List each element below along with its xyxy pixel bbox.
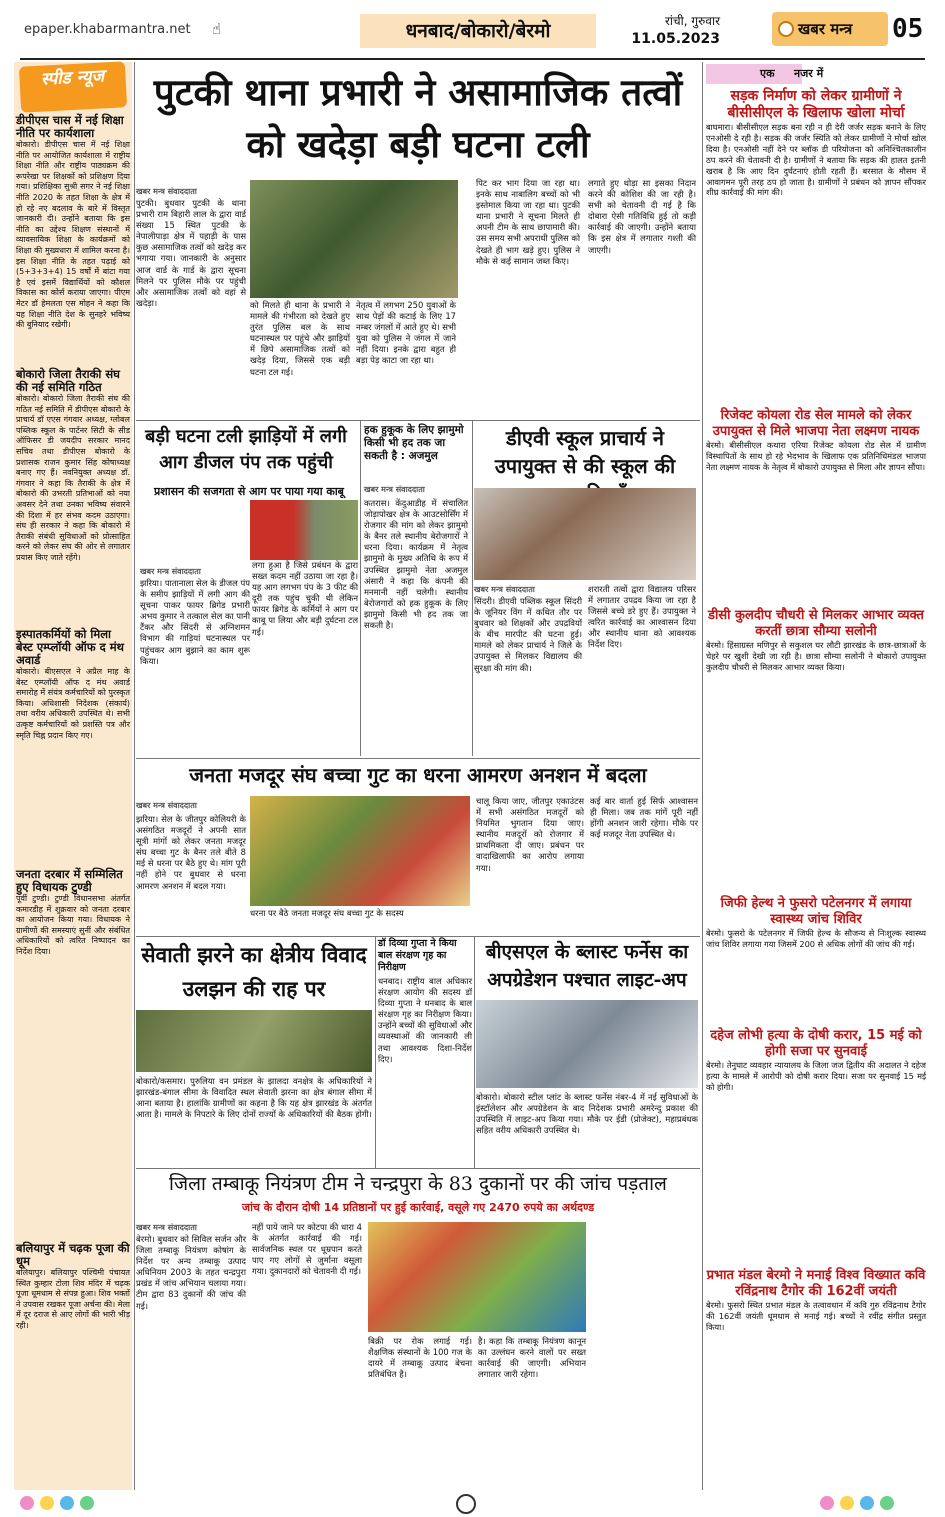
right-item-title: प्रभात मंडल बेरमो ने मनाई विश्व विख्यात कवि रविंद्रनाथ टैगोर की 162वीं जयंती xyxy=(706,1268,926,1299)
hand-cursor-icon: ☝ xyxy=(212,20,222,38)
doctor-body: धनबाद। राष्ट्रीय बाल अधिकार संरक्षण आयोग की सदस्य डॉ दिव्या गुप्ता ने धनबाद के बाल संरक्षण गृह का निरीक्षण किया। उन्होंने बच्चों की सुविधाओं और व्यवस्थाओं की जानकारी ली तथा आवश्यक दिशा-निर्देश दिए। xyxy=(378,976,472,1064)
sidebar-item-title: बलियापुर में चढ़क पूजा की धूम xyxy=(16,1241,130,1268)
right-item-title: डीसी कुलदीप चौधरी से मिलकर आभार व्यक्त करतीं छात्रा सौम्या सलोनी xyxy=(708,608,924,639)
lead-byline: खबर मन्त्र संवाददाता xyxy=(136,187,197,196)
lead-col-2: को मिलते ही थाना के प्रभारी ने मामले की गंभीरता को देखते हुए तुरंत पुलिस बल के साथ घटनास्थल पर पहुंचे और झाड़ियों में छिपे असामाजिक तत्वों को खदेड़ दिया, जिससे एक बड़ी घटना टल गई। xyxy=(250,300,350,377)
lead-col-3: नेतृत्व में लगभग 250 युवाओं के साथ पेड़ों की कटाई के लिए 17 नम्बर जंगलों में आते हुए थे। सभी युवा को पुलिस ने जंगल में जाने नहीं दिया। इनके द्वारा बहुत ही बड़ा पेड़ काटा जा रहा था। xyxy=(356,300,456,366)
left-sidebar-items xyxy=(16,114,130,1484)
right-item xyxy=(706,1268,926,1476)
sidebar-item xyxy=(16,868,130,1238)
epaper-url[interactable]: epaper.khabarmantra.net xyxy=(24,22,191,37)
sidebar-item xyxy=(16,114,130,364)
fire-photo xyxy=(250,500,358,560)
bsl-body: बोकारो। बोकारो स्टील प्लांट के ब्लास्ट फर्नेस नंबर-4 में नई सुविधाओं के इंस्टॉलेशन और अपग्रेडेशन के बाद निदेशक प्रभारी अमरेन्दु प्रकाश की उपस्थिति में लाइट-अप किया गया। मौके पर ईडी (प्रोजेक्ट), महाप्रबंधक सहित वरीय अधिकारी उपस्थित थे। xyxy=(476,1092,698,1136)
brand-logo-icon xyxy=(778,21,794,37)
lead-col-4: पिट कर भाग दिया जा रहा था। इनके साथ नाबालिग बच्चों को भी इस्तेमाल किया जा रहा था। पुटकी थाना प्रभारी ने सूचना मिलते ही अपनी टीम के साथ छापामारी की। उस समय सभी अपराधी पुलिस को देखते ही भाग खड़े हुए। पुलिस ने मौके से कई सामान जब्त किए। xyxy=(476,178,580,266)
dav-headline: डीएवी स्कूल प्राचार्य ने उपायुक्त से की स्कूल की xyxy=(494,426,676,478)
color-dot xyxy=(880,1496,894,1510)
nazar-label-box xyxy=(788,64,926,84)
color-dot xyxy=(40,1496,54,1510)
color-dot xyxy=(80,1496,94,1510)
divider xyxy=(136,1168,700,1169)
sidebar-item-body: पूर्वी टुण्डी। टुण्डी विधानसभा अंतर्गत कमारडीह में शुक्रवार को जनता दरबार का आयोजन किया गया। विधायक ने ग्रामीणों की समस्याएं सुनीं और संबंधित अधिकारियों को त्वरित निष्पादन का निर्देश दिया। xyxy=(16,894,130,956)
lead-col-1: पुटकी। बुधवार पुटकी के थाना प्रभारी राम बिहारी लाल के द्वारा वार्ड संख्या 15 स्थित पुटकी के नेपालीपाड़ा क्षेत्र में पहाड़ी के पास कुछ असामाजिक तत्वों को खदेड़ कर भगाया गया। जानकारी के अनुसार आज वार्ड के गार्ड के द्वारा सूचना मिलने पर पुलिस मौके पर पहुंची और असामाजिक तत्वों को वहां से खदेड़ा। xyxy=(136,198,246,308)
tobacco-photo xyxy=(368,1222,586,1332)
color-dot xyxy=(820,1496,834,1510)
nazar-label: नजर में xyxy=(794,67,824,80)
column-rule xyxy=(474,936,475,1168)
column-rule xyxy=(360,420,361,756)
date-block xyxy=(610,12,720,48)
tobacco-col-1: बेरमो। बुधवार को सिविल सर्जन और जिला तम्बाकू नियंत्रण कोषांग के निर्देश पर अन्य तम्बाकू उत्पाद अधिनियम 2003 के तहत चन्द्रपुरा प्रखंड में जांच अभियान चलाया गया। टीम द्वारा 83 दुकानों की जांच की गई। xyxy=(136,1234,246,1311)
right-item xyxy=(706,896,926,1024)
sidebar-item xyxy=(16,368,130,624)
sewati-body: बोकारो/कसमार। पुरुलिया वन प्रमंडल के झालदा वनक्षेत्र के अधिकारियों ने झारखंड-बंगाल सीमा के विवादित स्थल सेवाती झरना का क्षेत्र बंगाल सीमा में आना बताया है। हालांकि ग्रामीणों का कहना है कि यह क्षेत्र झारखंड के अंतर्गत आता है। मामले के निपटारे के लिए दोनों राज्यों के अधिकारियों की बैठक होगी। xyxy=(136,1076,372,1120)
registration-mark-icon xyxy=(456,1494,476,1514)
strike-caption: धरना पर बैठे जनता मजदूर संघ बच्चा गुट के सदस्य xyxy=(250,908,404,918)
strike-byline: खबर मन्त्र संवाददाता xyxy=(136,801,197,810)
tobacco-col-2: नहीं पाये जाने पर कोटपा की धारा 4 के अंतर्गत कार्रवाई की गई। सार्वजनिक स्थल पर धूम्रपान करते पाए गए लोगों से जुर्माना वसूला गया। दुकानदारों को चेतावनी दी गई। xyxy=(252,1222,362,1277)
right-item-body: बेरमो। हिंसाग्रस्त मणिपुर से सकुशल घर लौटी झारखंड के छात्र-छात्राओं के चेहरे पर खुशी देखी जा रही है। छात्रा सौम्या सलोनी ने बोकारो उपायुक्त कुलदीप चौधरी से मिलकर आभार व्यक्त किया। xyxy=(706,640,926,672)
divider xyxy=(136,758,700,759)
lead-headline: पुटकी थाना प्रभारी ने असामाजिक तत्वों को खदेड़ा बड़ी घटना टली xyxy=(153,70,683,166)
tobacco-col-3: बिक्री पर रोक लगाई गई। शैक्षणिक संस्थानों के 100 गज के दायरे में तम्बाकू उत्पाद बेचना प्रतिबंधित है। xyxy=(368,1336,472,1380)
doctor-headline: डॉ दिव्या गुप्ता ने किया बाल संरक्षण गृह का निरीक्षण xyxy=(378,938,457,973)
right-item xyxy=(706,88,926,404)
column-rule xyxy=(134,62,135,1490)
brand-logo xyxy=(772,12,888,46)
sewati-headline: सेवाती झरने का क्षेत्रीय विवाद उलझन की राह पर xyxy=(141,942,367,1001)
strike-col-2: चालू किया जाए, जीतपुर एकाउंटस में सभी असंगठित मजदूरों को नियमित भुगतान दिया जाए। स्थानीय मजदूरों को रोजगार में प्राथमिकता दी जाए। प्रबंधन पर वादाखिलाफी का आरोप लगाया गया। xyxy=(476,796,584,873)
jmm-body: कतरास। केंदुआडीह में संचालित जोड़ापोखर क्षेत्र के आउटसोर्सिंग में रोजगार की मांग को लेकर झामुमो के बैनर तले स्थानीय बेरोजगारों ने धरना दिया। कार्यक्रम में नेतृत्व झामुमो के मुख्य अतिथि के रूप में उपस्थित झामुमो नेता अजमुल अंसारी ने कहा कि कंपनी की मनमानी नहीं चलेगी। स्थानीय बेरोजगारों को हक हुकूक के लिए झामुमो किसी भी हद तक जा सकती है। xyxy=(364,498,468,631)
dav-col-2: शरारती तत्वों द्वारा विद्यालय परिसर में लगातार उपद्रव किया जा रहा है जिससे बच्चे डरे हुए हैं। उपायुक्त ने त्वरित कार्रवाई का आश्वासन दिया और स्थानीय थाना को आवश्यक निर्देश दिए। xyxy=(588,584,696,650)
strike-headline: जनता मजदूर संघ बच्चा गुट का धरना आमरण अनशन में बदला xyxy=(189,763,647,787)
dav-photo xyxy=(474,488,696,580)
sidebar-item-body: बोकारो। डीपीएस चास में नई शिक्षा नीति पर आयोजित कार्यशाला में राष्ट्रीय शिक्षा नीति और राष्ट्रीय पाठ्यक्रम की रूपरेखा पर शिक्षकों को प्रशिक्षण दिया गया। प्रशिक्षिका सुश्री सगर ने नई शिक्षा नीति 2020 के तहत शिक्षा के क्षेत्र में हो रहे नए बदलाव के बारे में विस्तृत जानकारी दी। उन्होंने बताया कि इस नीति का उद्देश्य शिक्षण संस्थानों में व्यावसायिक शिक्षा के कार्यक्रमों को शिक्षा की मुख्यधारा में शामिल करना है। इस शिक्षा नीति के तहत पढ़ाई को (5+3+3+4) 15 वर्षों में बांटा गया है एवं इसमें विद्यार्थियों को कौशल विकास का कोर्स कराया जाएगा। पीएम मेटर डॉ हेमलता एस मोहन ने कहा कि यह शिक्षा नीति देश के सुनहरे भविष्य की बुनियाद रखेगी। xyxy=(16,140,130,330)
strike-col-1: झरिया। सेल के जीतपुर कोलियरी के असंगठित मजदूरों ने अपनी सात सूत्री मांगों को लेकर जनता मजदूर संघ बच्चा गुट के बैनर तले बीते 8 मई से धरना पर बैठे हुए थे। मांग पूरी नहीं होने पर बुधवार से धरना आमरण अनशन में बदल गया। xyxy=(136,814,246,891)
fire-col-2: लगा हुआ है जिसे प्रबंधन के द्वारा सख्त कदम नहीं उठाया जा रहा है। यह आग लगभग पंप के 3 फीट की दूरी तक पहुंच चुकी थी लेकिन फायर ब्रिगेड के कर्मियों ने आग पर काबू पा लिया और बड़ी दुर्घटना टल गई। xyxy=(252,560,358,637)
tobacco-byline: खबर मन्त्र संवाददाता xyxy=(136,1223,197,1232)
sidebar-item-title: इस्पातकर्मियों को मिला बेस्ट एम्प्लॉयी ऑफ द मंथ अवार्ड xyxy=(16,627,125,667)
sidebar-item-body: बोकारो। बोकारो जिला तैराकी संघ की गठित नई समिति में डीपीएस बोकारो के प्राचार्य डॉ एएस गंगवार अध्यक्ष, ग्लोबल पब्लिक स्कूल के पार्टनर सिटी के सीड ऑफिसर डी जयदीप सरकार मानद सचिव तथा डीपीएस बोकारो के प्रशासक राजन कुमार सिंह कोषाध्यक्ष बनाए गए हैं। नवनियुक्त अध्यक्ष डॉ. गंगवार ने कहा कि तैराकी के क्षेत्र में बोकारो की उभरती प्रतिभाओं को नया अवसर देने तथा उनका भविष्य संवारने की दिशा में हर संभव कदम उठाएगा। संघ ही सरकार ने कहा कि बोकारो में तैराकी संबंधी सुविधाओं को प्रोत्साहित करने को लेकर संघ की ओर से लगातार प्रयास किए जाते रहेंगे। xyxy=(16,394,130,562)
header-rule xyxy=(20,58,925,60)
sidebar-item xyxy=(16,628,130,864)
masthead xyxy=(0,0,945,62)
bsl-headline: बीएसएल के ब्लास्ट फर्नेस का अपग्रेडेशन पश्चात लाइट-अप xyxy=(485,941,689,991)
jmm-byline: खबर मन्त्र संवाददाता xyxy=(364,485,425,494)
right-item xyxy=(706,1028,926,1264)
column-rule xyxy=(702,62,703,1490)
edition-title: धनबाद/बोकारो/बेरमो xyxy=(360,14,596,48)
sidebar-item-body: बलियापुर। बलियापुर पश्चिमी पंचायत स्थित कुम्हार टोला शिव मंदिर में चढ़क पूजा धूमधाम से संपन्न हुआ। शिव भक्तों ने उपवास रखकर पूजा अर्चना की। मेला में दूर दराज से आए लोगों की भारी भीड़ रही। xyxy=(16,1268,130,1330)
color-dot xyxy=(20,1496,34,1510)
right-items xyxy=(706,88,926,1488)
divider xyxy=(136,420,700,421)
sidebar-item-title: बोकारो जिला तैराकी संघ की नई समिति गठित xyxy=(16,367,120,394)
right-item-body: बेरमो। तेनुघाट व्यवहार न्यायालय के जिला जज द्वितीय की अदालत ने दहेज हत्या के मामले में आरोपी को दोषी करार दिया। सजा पर सुनवाई 15 मई को होगी। xyxy=(706,1060,926,1092)
column-rule xyxy=(375,936,376,1168)
right-item-body: बेरमो। फुसरो स्थित प्रभात मंडल के तत्वावधान में कवि गुरु रविंद्रनाथ टैगोर की 162वीं जयंती धूमधाम से मनाई गई। बच्चों ने रवींद्र संगीत प्रस्तुत किया। xyxy=(706,1300,926,1332)
fire-col-1: झरिया। पातानाला सेल के डीजल पंप के समीप झाड़ियों में लगी आग की सूचना पाकर फायर ब्रिगेड प्रभारी अभय कुमार ने तत्काल सेल का पानी टैंकर और सिंदरी से अग्निशमन विभाग की गाड़ियां घटनास्थल पर पहुंचकर आग बुझाने का काम शुरू किया। xyxy=(140,578,250,666)
sidebar-item-title: जनता दरबार में सम्मिलित हुए विधायक टुण्डी xyxy=(16,867,123,894)
dav-byline: खबर मन्त्र संवाददाता xyxy=(474,585,535,594)
right-item xyxy=(706,408,926,604)
column-rule xyxy=(472,420,473,756)
strike-col-3: कई बार वार्ता हुई सिर्फ आश्वासन ही मिला। जब तक मांगें पूरी नहीं होंगी अनशन जारी रहेगा। मौके पर कई मजदूर नेता उपस्थित थे। xyxy=(590,796,698,840)
sidebar-item xyxy=(16,1242,130,1482)
right-item-body: बेरमो। फुसरो के पटेलनगर में जिफी हेल्थ के सौजन्य से निःशुल्क स्वास्थ्य जांच शिविर लगाया गया जिसमें 200 से अधिक लोगों की जांच की गई। xyxy=(706,928,926,949)
sidebar-item-title: डीपीएस चास में नई शिक्षा नीति पर कार्यशाला xyxy=(16,113,124,140)
right-item-body: बाघमारा। बीसीसीएल सड़क बना रही न ही देरी जर्जर सड़क बनाने के लिए एनओसी दे रही है। सड़क की जर्जर स्थिति को लेकर ग्रामीणों ने मोर्चा खोल दिया है। एनओसी नहीं देने पर ब्लॉक डी परियोजना को अनिश्चितकालीन ठप करने की चेतावनी दी है। ग्रामीणों ने बताया कि सड़क की हालत इतनी खराब है कि आए दिन दुर्घटनाएं होती रहती हैं। बरसात के मौसम में आवागमन पूरी तरह ठप हो जाता है। ग्रामीणों ने प्रबंधन को ज्ञापन सौंपकर शीघ्र कार्रवाई की मांग की। xyxy=(706,122,926,198)
sidebar-item-body: बोकारो। बीएसएल ने अप्रैल माह के बेस्ट एम्प्लॉयी ऑफ द मंथ अवार्ड समारोह में संयंत्र कर्मचारियों को पुरस्कृत किया। अधिशासी निदेशक (संकार्य) तथा वरीय अधिकारी उपस्थित थे। सभी उत्कृष्ट कर्मचारियों को प्रशस्ति पत्र और स्मृति चिह्न प्रदान किए गए। xyxy=(16,667,130,740)
right-item-title: जिफी हेल्थ ने फुसरो पटेलनगर में लगाया स्वास्थ्य जांच शिविर xyxy=(720,896,912,927)
color-dot xyxy=(840,1496,854,1510)
bsl-photo xyxy=(476,1000,698,1088)
right-item-body: बेरमो। बीसीसीएल कथारा एरिया रिजेक्ट कोयला रोड सेल में ग्रामीण विस्थापितों के साथ हो रहे भेदभाव के खिलाफ एक प्रतिनिधिमंडल भाजपा नेता लक्ष्मण नायक के नेतृत्व में बोकारो उपायुक्त से मिला और ज्ञापन सौंपा। xyxy=(706,440,926,472)
sewati-photo xyxy=(136,1010,372,1072)
color-dot xyxy=(60,1496,74,1510)
issue-date: 11.05.2023 xyxy=(631,31,720,47)
right-item xyxy=(706,608,926,892)
jmm-headline: हक हुकूक के लिए झामुमो किसी भी हद तक जा सकती है : अजमुल xyxy=(364,424,464,462)
fire-byline: खबर मन्त्र संवाददाता xyxy=(140,567,201,576)
right-item-title: सड़क निर्माण को लेकर ग्रामीणों ने बीसीसीएल के खिलाफ खोला मोर्चा xyxy=(727,88,905,121)
footer-color-dots-right xyxy=(820,1496,930,1512)
page-number: 05 xyxy=(892,14,924,44)
strike-photo xyxy=(250,796,470,906)
right-item-title: रिजेक्ट कोयला रोड सेल मामले को लेकर उपायुक्त से मिले भाजपा नेता लक्ष्मण नायक xyxy=(712,408,920,439)
fire-subhead: प्रशासन की सजगता से आग पर पाया गया काबू xyxy=(154,485,344,498)
color-dot xyxy=(860,1496,874,1510)
lead-photo xyxy=(250,180,458,298)
lead-col-5: लगाते हुए थोड़ा सा इसका निदान करने की कोशिश की जा रही है। सभी को चेतावनी दी गई है कि दोबारा ऐसी गतिविधि हुई तो कड़ी कार्रवाई की जाएगी। उन्होंने बताया कि इस क्षेत्र में लगातार गश्ती की जाएगी। xyxy=(588,178,696,255)
ek-label: एक xyxy=(760,67,775,80)
tobacco-headline: जिला तम्बाकू नियंत्रण टीम ने चन्द्रपुरा के 83 दुकानों पर की जांच पड़ताल xyxy=(169,1173,667,1195)
fire-headline: बड़ी घटना टली झाड़ियों में लगी आग डीजल पंप तक पहुंची xyxy=(145,426,347,473)
divider xyxy=(136,936,700,937)
tobacco-col-4: है। कहा कि तम्बाकू नियंत्रण कानून का उल्लंघन करने वालों पर सख्त कार्रवाई की जाएगी। अभियान लगातार जारी रहेगा। xyxy=(478,1336,586,1380)
right-item-title: दहेज लोभी हत्या के दोषी करार, 15 मई को होगी सजा पर सुनवाई xyxy=(710,1028,922,1059)
city-day: रांची, गुरुवार xyxy=(665,14,720,28)
tobacco-subhead: जांच के दौरान दोषी 14 प्रतिष्ठानों पर हुई कार्रवाई, वसूले गए 2470 रुपये का अर्थदण्ड xyxy=(241,1201,595,1214)
footer-color-dots-left xyxy=(20,1496,130,1512)
speed-news-badge xyxy=(19,61,127,112)
brand-name: खबर मन्त्र xyxy=(798,20,853,38)
dav-col-1: सिंदरी। डीएवी पब्लिक स्कूल सिंदरी के जूनियर विंग में कथित तौर पर बुधवार को शिक्षकों और उपद्रवियों के बीच मारपीट की घटना हुई। मामले को लेकर प्राचार्य ने जिले के उपायुक्त से मिलकर विद्यालय की सुरक्षा की मांग की। xyxy=(474,596,582,673)
speed-news-label: स्पीड न्यूज xyxy=(40,66,105,90)
